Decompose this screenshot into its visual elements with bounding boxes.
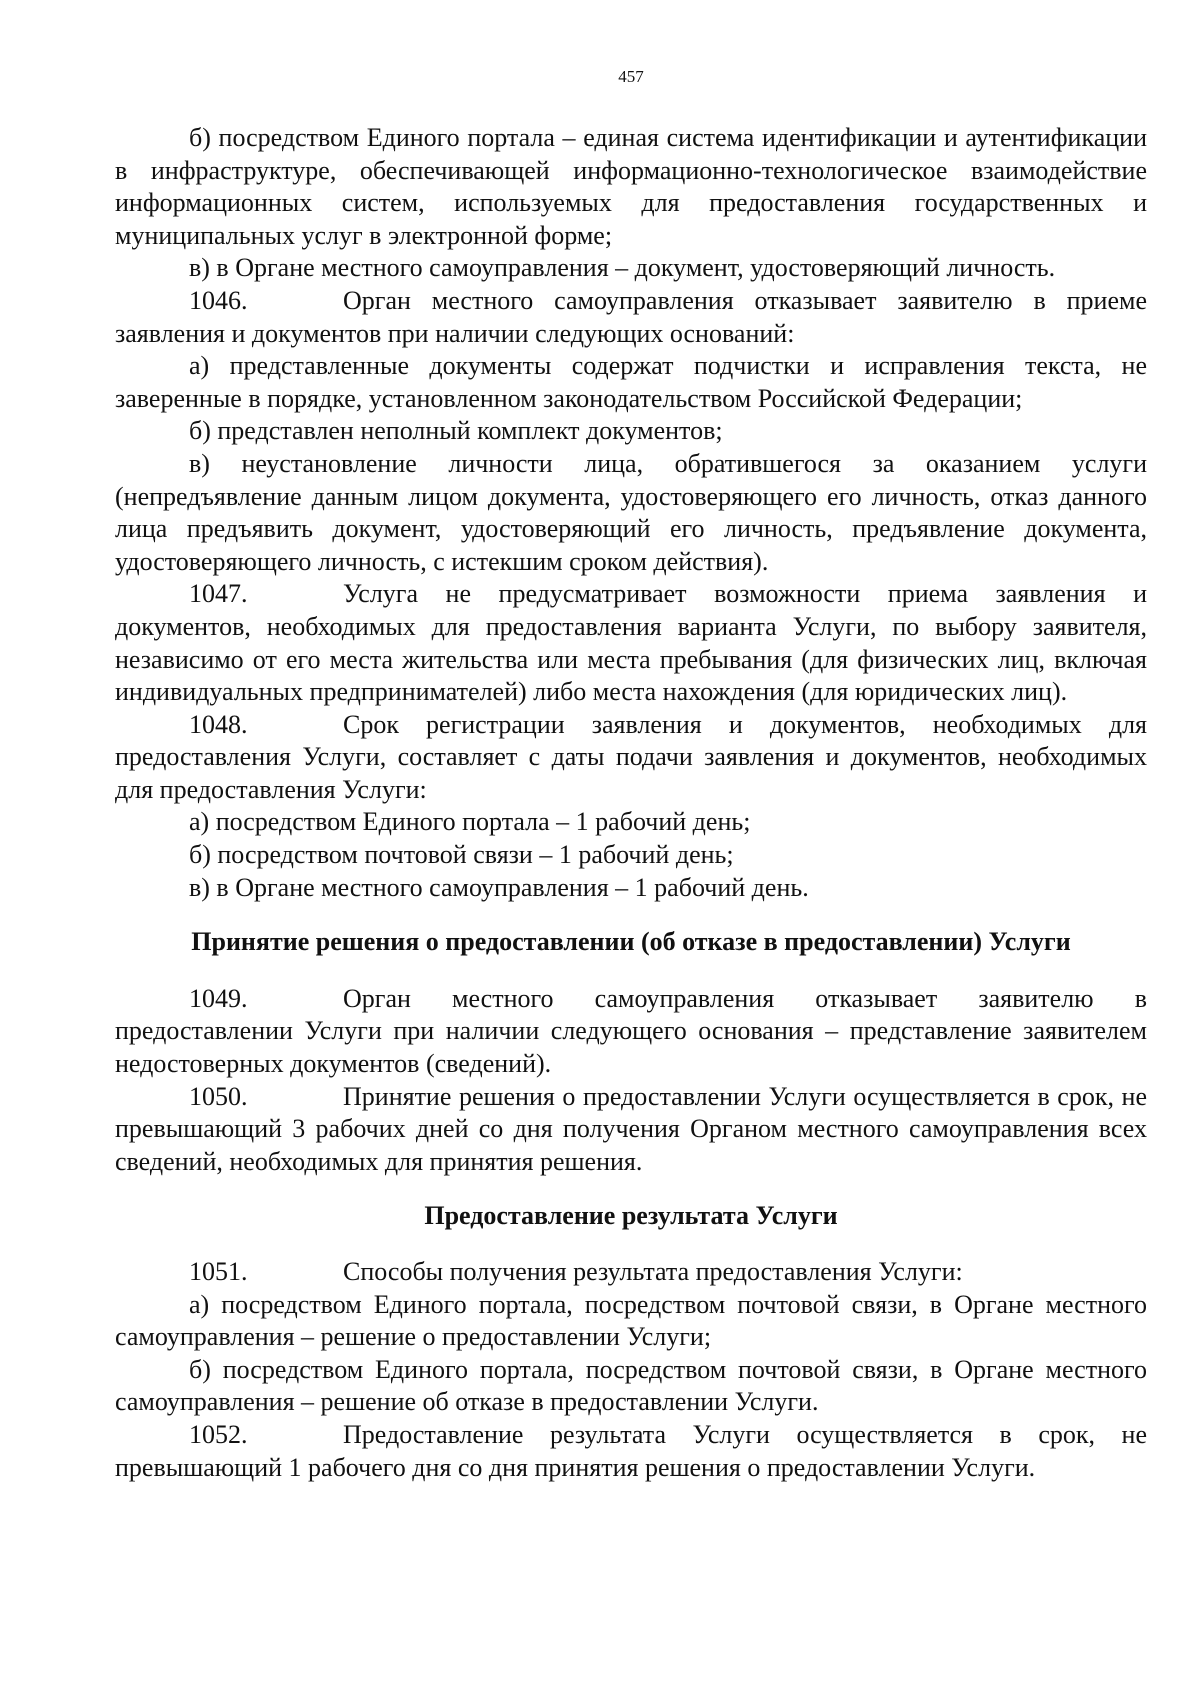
numbered-paragraph [115, 709, 1147, 807]
paragraph-number: 1051. [189, 1257, 248, 1286]
paragraph: б) посредством Единого портала – единая система идентификации и аутентификации в инфраструктуре, обеспечивающей информационно-технологическое взаимодействие информационных систем, используемых для предоставления государственных и муниципальных услуг в электронной форме; [115, 123, 1147, 250]
paragraph: б) посредством почтовой связи – 1 рабочий день; [189, 840, 734, 870]
numbered-paragraph [115, 578, 1147, 708]
numbered-paragraph [115, 285, 1147, 350]
numbered-paragraph [115, 983, 1147, 1081]
paragraph-text: Срок регистрации заявления и документов, необходимых для предоставления Услуги, составляет с даты подачи заявления и документов, необходимых для предоставления Услуги: [115, 709, 1147, 804]
paragraph: а) посредством Единого портала, посредством почтовой связи, в Органе местного самоуправления – решение о предоставлении Услуги; [115, 1289, 1147, 1352]
paragraph-text: Предоставление результата Услуги осуществляется в срок, не превышающий 1 рабочего дня со дня принятия решения о предоставлении Услуги. [115, 1419, 1147, 1482]
paragraph-number: 1047. [189, 579, 248, 609]
paragraph: в) в Органе местного самоуправления – документ, удостоверяющий личность. [189, 253, 1056, 283]
paragraph: б) посредством Единого портала, посредством почтовой связи, в Органе местного самоуправления – решение об отказе в предоставлении Услуги. [115, 1354, 1147, 1417]
paragraph-number: 1050. [189, 1081, 248, 1111]
paragraph: а) посредством Единого портала – 1 рабочий день; [189, 807, 751, 837]
numbered-paragraph [115, 1081, 1147, 1179]
paragraph-number: 1049. [189, 983, 248, 1013]
document-page [115, 66, 1147, 1484]
paragraph-text: Орган местного самоуправления отказывает заявителю в приеме заявления и документов при наличии следующих оснований: [115, 285, 1147, 348]
paragraph-text: Услуга не предусматривает возможности приема заявления и документов, необходимых для предоставления варианта Услуги, по выбору заявителя, независимо от его места жительства или места пребывания (для физических лиц, включая индивидуальных предпринимателей) либо места нахождения (для юридических лиц). [115, 579, 1147, 707]
paragraph: в) в Органе местного самоуправления – 1 рабочий день. [189, 872, 809, 902]
paragraph-text: Способы получения результата предоставления Услуги: [343, 1257, 963, 1286]
paragraph: а) представленные документы содержат подчистки и исправления текста, не заверенные в порядке, установленном законодательством Российской Федерации; [115, 351, 1147, 413]
page-number: 457 [618, 67, 644, 86]
numbered-paragraph [115, 1256, 1147, 1289]
paragraph-number: 1048. [189, 709, 248, 739]
paragraph-text: Орган местного самоуправления отказывает заявителю в предоставлении Услуги при наличии следующего основания – представление заявителем недостоверных документов (сведений). [115, 983, 1147, 1079]
paragraph: б) представлен неполный комплект документов; [189, 416, 723, 446]
paragraph-number: 1052. [189, 1419, 248, 1449]
paragraph: в) неустановление личности лица, обратившегося за оказанием услуги (непредъявление данным лицом документа, удостоверяющего его личность, отказ данного лица предъявить документ, удостоверяющий его личность, предъявление документа, удостоверяющего личность, с истекшим сроком действия). [115, 448, 1147, 576]
paragraph-text: Принятие решения о предоставлении Услуги осуществляется в срок, не превышающий 3 рабочих дней со дня получения Органом местного самоуправления всех сведений, необходимых для принятия решения. [115, 1081, 1147, 1176]
numbered-paragraph [115, 1419, 1147, 1484]
paragraph-number: 1046. [189, 285, 248, 315]
section-heading: Предоставление результата Услуги [424, 1201, 838, 1231]
section-heading: Принятие решения о предоставлении (об отказе в предоставлении) Услуги [191, 927, 1071, 957]
